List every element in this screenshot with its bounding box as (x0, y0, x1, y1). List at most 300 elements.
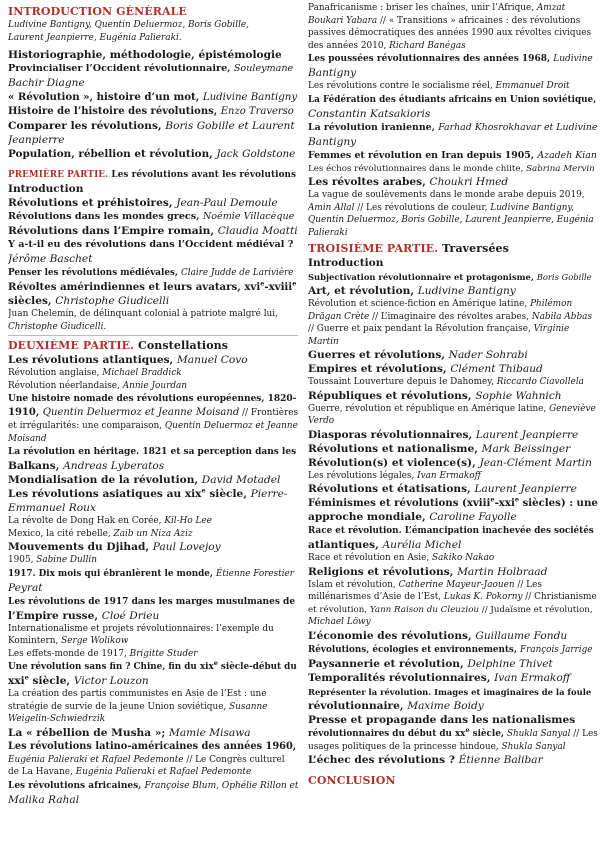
text-run: Comparer les révolutions, (8, 120, 166, 132)
toc-line (8, 581, 298, 595)
toc-line (308, 323, 598, 336)
text-run: et irrégularités: une comparaison, (8, 421, 165, 431)
text-run: Constantin Katsakioris (308, 107, 431, 120)
toc-line (308, 336, 598, 349)
text-run: Andreas Lyberatos (63, 460, 165, 472)
toc-line (308, 27, 598, 40)
text-run: La vague de soulèvements dans le monde arabe depuis 2019, (308, 190, 585, 200)
text-run: Eugénia Palieraki et Rafael Pedemonte (8, 754, 184, 765)
text-run: Ludivine Bantigny (202, 92, 298, 103)
toc-line (8, 420, 298, 433)
divider (8, 335, 298, 336)
text-run: // Frontières (239, 408, 298, 418)
text-run: Catherine Mayeur-Jaouen (398, 579, 515, 590)
text-run: Race et révolution en Asie, (308, 553, 433, 563)
text-run: Christophe Giudicelli (55, 295, 170, 307)
text-run: Sabrina Mervin (526, 163, 595, 174)
text-run: Les révolutions atlantiques, (8, 354, 177, 366)
toc-line (8, 406, 298, 420)
toc-line (308, 415, 598, 428)
text-run: Les révolutions africaines, (8, 780, 145, 791)
text-run: Claudia Moatti (217, 225, 298, 237)
text-run: Mark Beissinger (481, 442, 571, 455)
toc-line (308, 510, 598, 524)
text-run: Drăgan Crète (308, 311, 370, 322)
text-run: Shukla Sanyal (506, 728, 571, 739)
toc-line (308, 685, 598, 699)
text-run: Diasporas révolutionnaires, (308, 428, 476, 441)
toc-line (308, 741, 598, 754)
toc-line (308, 284, 598, 298)
text-run: Bachir Diagne (8, 77, 85, 89)
text-run: Boukari Yabara (308, 15, 378, 26)
text-run: // Les (570, 728, 598, 739)
toc-line (8, 623, 298, 636)
text-run: Révolution(s) et violence(s), (308, 456, 480, 469)
text-run: « Révolution », histoire d’un mot, (8, 91, 203, 103)
spacer (308, 767, 598, 771)
section-heading (8, 339, 298, 353)
spacer (8, 161, 298, 165)
toc-line (8, 501, 298, 515)
toc-line (8, 487, 298, 501)
text-run: Ludivine Bantigny, Quentin Deluermoz, Boris Gobille, (8, 20, 249, 30)
text-run: Françoise Blum, Ophélie Rillon et (144, 780, 298, 791)
toc-line (8, 528, 298, 541)
text-run: usages politiques de la princesse hindoue, (308, 741, 502, 752)
toc-line (8, 321, 298, 334)
text-run: Aurélia Michel (382, 539, 462, 551)
text-run: Bantigny (308, 135, 357, 148)
text-run: La révolte de Dong Hak en Corée, (8, 516, 165, 526)
toc-line (308, 189, 598, 202)
text-run: // Le Congrès culturel (183, 754, 285, 765)
text-run: Révolutions, écologies et environnements, (308, 644, 521, 655)
text-run: et révolution, (308, 604, 370, 615)
text-run: Laurent Jeanpierre (474, 483, 577, 495)
toc-line (308, 376, 598, 389)
text-run: Introduction (8, 183, 84, 195)
toc-line (308, 657, 598, 671)
toc-line (8, 688, 298, 701)
toc-line (8, 62, 298, 76)
text-run: La révolution iranienne, (308, 121, 439, 133)
text-run: Maxime Boidy (407, 699, 484, 712)
toc-line (308, 107, 598, 121)
toc-line (308, 80, 598, 93)
text-run: Manuel Covo (176, 354, 248, 366)
text-run: Eugénia Palieraki et Rafael Pedemonte (75, 767, 252, 777)
text-run: Islam et révolution, (308, 579, 399, 590)
text-run: Clément Thibaud (450, 363, 543, 375)
toc-line (308, 482, 598, 496)
toc-line (8, 238, 298, 252)
toc-line (308, 403, 598, 416)
text-run: Sakiko Nakao (432, 553, 495, 563)
text-run: Révolution néerlandaise, (8, 380, 123, 391)
text-run: Jeanpierre (8, 134, 65, 146)
text-run: Martin (308, 336, 339, 347)
text-run: Sophie Wahnich (475, 389, 562, 402)
text-run: Nader Sohrabi (448, 349, 528, 361)
text-run: l’Empire russe, (8, 609, 102, 622)
toc-line (8, 76, 298, 90)
toc-line (308, 2, 598, 15)
text-run: Boris Gobille et Laurent (165, 120, 295, 132)
text-run: Art, et révolution, (308, 285, 418, 297)
toc-line (8, 353, 298, 367)
text-run: TROISIÈME PARTIE. (308, 242, 443, 255)
text-run: Révolutions dans les mondes grecs, (8, 211, 203, 222)
text-run: Malika Rahal (8, 793, 80, 806)
text-run: Geneviève (549, 403, 596, 414)
toc-line (308, 713, 598, 727)
text-run: e (260, 280, 265, 288)
text-run: Race et révolution. L’émancipation inachevée des sociétés (308, 526, 594, 536)
toc-line (8, 713, 298, 726)
text-run: Ivan Ermakoff (494, 671, 571, 684)
toc-line (8, 779, 298, 793)
toc-line (308, 121, 598, 135)
toc-line (308, 524, 598, 538)
text-run: Introduction (308, 257, 384, 269)
text-run: Lukas K. Pokorny (443, 592, 523, 602)
text-run: L’économie des révolutions, (308, 629, 476, 642)
text-run: siècle, (205, 488, 251, 500)
text-run: Féminismes et révolutions (xviii (308, 497, 491, 509)
toc-line (308, 753, 598, 767)
toc-line (308, 270, 598, 284)
toc-line (8, 133, 298, 147)
text-run: Religions et révolutions, (308, 565, 458, 578)
toc-line (8, 210, 298, 224)
toc-line (8, 294, 298, 308)
text-run: La Fédération des étudiants africains en Union soviétique, (308, 94, 597, 105)
toc-line (8, 766, 298, 779)
text-run: Paul Lovejoy (152, 541, 221, 553)
text-run: Amin Allal (308, 202, 355, 213)
text-run: e (514, 496, 519, 504)
toc-line (308, 311, 598, 324)
toc-line (8, 595, 298, 609)
text-run: révolutionnaire, (308, 699, 408, 712)
text-run: révolutionnaires du début du xx (308, 728, 466, 739)
text-run: Révoltes amérindiennes et leurs avatars, xvi (8, 281, 261, 293)
left-column (8, 2, 298, 807)
toc-line (8, 90, 298, 105)
text-run: Kil-Ho Lee (164, 516, 212, 526)
toc-line (8, 459, 298, 473)
text-run: Riccardo Ciavollela (496, 377, 584, 387)
text-run: Jean-Clément Martin (479, 456, 592, 469)
text-run: xxi (8, 675, 25, 687)
toc-line (308, 579, 598, 592)
toc-line (308, 202, 598, 215)
toc-line (8, 445, 298, 459)
toc-line (8, 701, 298, 714)
toc-line (308, 256, 598, 270)
toc-line (8, 182, 298, 196)
text-run: Farhad Khosrokhavar et Ludivine (438, 121, 598, 133)
text-run: 1917. Dix mois qui ébranlèrent le monde, (8, 568, 216, 579)
text-run: Ludivine Bantigny, (490, 202, 575, 213)
toc-line (308, 214, 598, 227)
text-run: Michael Braddick (102, 368, 182, 378)
text-run: e (490, 496, 495, 504)
text-run: Toussaint Louverture depuis le Dahomey, (308, 377, 497, 387)
section-heading (308, 242, 598, 256)
text-run: Les poussées révolutionnaires des années 1968, (308, 54, 554, 64)
toc-line (308, 149, 598, 163)
text-run: Les révolutions de 1917 dans les marges musulmanes de (8, 596, 296, 607)
text-run: siècles, (8, 295, 56, 307)
text-run: Christophe Giudicelli. (8, 321, 107, 332)
text-run: Noémie Villacèque (202, 211, 295, 222)
toc-line (8, 19, 298, 32)
toc-line (8, 367, 298, 380)
text-run: 1905, (8, 555, 37, 565)
toc-line (8, 473, 298, 487)
text-run: Traversées (442, 242, 509, 255)
text-run: Presse et propagande dans les nationalismes (308, 713, 576, 726)
text-run: -xviii (264, 281, 293, 293)
text-run: // L’imaginaire des révoltes arabes, (369, 311, 532, 322)
text-run: millénarismes d’Asie de l’Est, (308, 592, 444, 602)
toc-line (8, 32, 298, 45)
section-heading (308, 774, 598, 788)
text-run: Panafricanisme : briser les chaînes, unir l’Afrique, (308, 3, 537, 13)
toc-line (308, 565, 598, 579)
text-run: siècle-début du (217, 662, 297, 672)
text-run: Les révoltes arabes, (308, 176, 430, 188)
text-run: Mexico, la cité rebelle, (8, 528, 114, 539)
text-run: Guerres et révolutions, (308, 349, 449, 361)
text-run: Martin Holbraad (457, 565, 548, 578)
text-run: Caroline Fayolle (429, 511, 517, 523)
text-run: Brigitte Studer (129, 648, 198, 659)
text-run: Ivan Ermakoff (417, 470, 481, 481)
text-run: Les échos révolutionnaires dans le monde chiite, (308, 163, 527, 174)
text-run: Amzat (536, 3, 566, 13)
text-run: Zaib un Niza Aziz (113, 528, 193, 539)
text-run: Komintern, (8, 636, 62, 646)
toc-line (8, 648, 298, 661)
text-run: Jean-Paul Demoule (176, 197, 278, 209)
text-run: Serge Wolikow (61, 636, 129, 646)
toc-line (8, 793, 298, 807)
section-heading (8, 168, 298, 182)
text-run: Shukla Sanyal (501, 741, 566, 752)
toc-line (8, 515, 298, 528)
text-run: DEUXIÈME PARTIE. (8, 339, 138, 352)
text-run: Philémon (530, 299, 573, 309)
text-run: Claire Judde de Larivière (181, 268, 294, 278)
text-run: des années 2010, (308, 40, 390, 51)
text-run: Palieraki (308, 227, 348, 238)
text-run: CONCLUSION (308, 774, 396, 787)
text-run: Subjectivation révolutionnaire et protagonisme, (308, 272, 537, 282)
toc-line (8, 609, 298, 623)
text-run: Étienne Forestier (216, 568, 294, 579)
text-run: e (465, 726, 470, 734)
text-run: Guillaume Fondu (475, 629, 568, 642)
text-run: // Guerre et paix pendant la Révolution française, (308, 324, 534, 334)
toc-line (308, 496, 598, 510)
text-run: // Judaïsme et révolution, (479, 604, 593, 615)
text-run: François Jarrige (520, 644, 593, 655)
toc-line (308, 298, 598, 311)
text-run: Une révolution sans fin ? Chine, fin du xix (8, 662, 214, 672)
toc-line (308, 538, 598, 552)
text-run: Richard Banégas (389, 40, 466, 51)
toc-line (308, 175, 598, 189)
text-run: Bantigny (308, 67, 357, 79)
text-run: La révolution en héritage. 1821 et sa perception dans les (8, 447, 297, 457)
toc-line (308, 135, 598, 149)
toc-line (8, 105, 298, 119)
toc-line (308, 591, 598, 604)
text-run: David Motadel (201, 474, 281, 486)
text-run: La « rébellion de Musha »; (8, 726, 170, 739)
toc-line (8, 635, 298, 648)
text-run: Virginie (533, 324, 570, 334)
toc-line (8, 119, 298, 133)
text-run: Verdo (308, 416, 335, 426)
text-run: e (24, 674, 29, 682)
toc-line (308, 428, 598, 442)
toc-line (308, 470, 598, 483)
text-run: e (201, 487, 206, 495)
toc-line (308, 552, 598, 565)
text-run: Constellations (138, 339, 229, 352)
text-run: Empires et révolutions, (308, 363, 451, 375)
text-run: Révolutions et préhistoires, (8, 197, 177, 209)
text-run: Ludivine Bantigny (417, 285, 516, 297)
text-run: Sabine Dullin (36, 555, 97, 565)
toc-line (8, 567, 298, 581)
text-run: Quentin Deluermoz et Jeanne Moisand (42, 407, 240, 418)
text-run: Histoire de l’histoire des révolutions, (8, 106, 221, 117)
text-run: Les révolutions latino-américaines des années 1960, (8, 740, 297, 752)
text-run: siècles) : une (518, 497, 598, 509)
text-run: passives démocratiques des années 1990 aux révoltes civiques (308, 28, 592, 38)
text-run: // Les (514, 579, 542, 590)
text-run: Paysannerie et révolution, (308, 657, 468, 670)
toc-line (308, 727, 598, 741)
toc-line (8, 147, 298, 161)
toc-line (8, 224, 298, 238)
text-run: Laurent Jeanpierre (475, 428, 579, 441)
text-run: Révolution et science-fiction en Amérique latine, (308, 299, 531, 309)
text-run: Temporalités révolutionnaires, (308, 671, 495, 684)
toc-line (8, 740, 298, 754)
text-run: L’échec des révolutions ? (308, 754, 459, 766)
text-run: Étienne Balibar (458, 754, 543, 766)
text-run: Pierre- (250, 488, 288, 500)
toc-line (8, 252, 298, 266)
toc-line (8, 754, 298, 767)
toc-line (308, 616, 598, 629)
toc-line (8, 48, 298, 62)
text-run: Emmanuel Roux (8, 502, 96, 514)
toc-line (308, 699, 598, 713)
text-run: Y a-t-il eu des révolutions dans l’Occident médiéval ? (8, 239, 294, 250)
toc-line (308, 66, 598, 80)
text-run: // Les révolutions de couleur, (354, 202, 491, 213)
text-run: Peyrat (8, 581, 43, 594)
text-run: Yann Raison du Cleuziou (369, 604, 480, 615)
text-run: Guerre, révolution et république en Amérique latine, (308, 403, 550, 414)
text-run: Juan Chelemín, de délinquant colonial à patriote malgré lui, (8, 309, 278, 319)
text-run: Victor Louzon (73, 675, 149, 687)
toc-line (308, 643, 598, 657)
text-run: INTRODUCTION GÉNÉRALE (8, 5, 187, 18)
text-run: siècle, (28, 675, 74, 687)
text-run: e (292, 280, 297, 288)
toc-line (308, 671, 598, 685)
toc-line (308, 456, 598, 470)
toc-line (308, 348, 598, 362)
toc-line (308, 389, 598, 403)
text-run: Révolutions et étatisations, (308, 483, 475, 495)
text-run: siècle, (469, 728, 507, 739)
toc-line (308, 163, 598, 176)
text-run: Femmes et révolution en Iran depuis 1905, (308, 149, 538, 161)
text-run: Population, rébellion et révolution, (8, 148, 217, 160)
text-run: Révolutions et nationalisme, (308, 442, 482, 455)
toc-line (8, 308, 298, 321)
text-run: Susanne (229, 701, 268, 712)
text-run: stratégie de survie de la jeune Union soviétique, (8, 701, 230, 712)
toc-line (8, 280, 298, 294)
text-run: Révolution anglaise, (8, 368, 103, 378)
toc-line (8, 674, 298, 688)
text-run: de La Havane, (8, 767, 76, 777)
text-run: Souleymane (233, 63, 294, 74)
text-run: Azadeh Kian (537, 149, 597, 161)
text-run: Révolutions dans l’Empire romain, (8, 225, 218, 237)
toc-line (308, 629, 598, 643)
text-run: approche mondiale, (308, 511, 430, 523)
text-run: Républiques et révolutions, (308, 389, 476, 402)
toc-line (8, 266, 298, 280)
text-run: Quentin Deluermoz, Boris Gobille, Laurent Jeanpierre, Eugénia (308, 215, 594, 225)
text-run: Boris Gobille (536, 272, 592, 282)
toc-line (8, 540, 298, 554)
text-run: Représenter la révolution. Images et imaginaires de la foule (308, 686, 592, 697)
text-run: Delphine Thivet (467, 657, 553, 670)
text-run: Moisand (8, 433, 47, 444)
text-run: Jack Goldstone (216, 148, 296, 160)
text-run: Provincialiser l’Occident révolutionnaire, (8, 63, 234, 74)
text-run: // « Transitions » africaines : des révolutions (377, 15, 581, 26)
text-run: PREMIÈRE PARTIE. (8, 170, 112, 180)
text-run: Les révolutions contre le socialisme réel, (308, 81, 496, 91)
right-column (308, 2, 598, 788)
toc-line (308, 40, 598, 53)
text-run: e (213, 660, 218, 668)
toc-line (8, 380, 298, 393)
toc-line (8, 392, 298, 406)
text-run: Historiographie, méthodologie, épistémologie (8, 49, 282, 61)
toc-line (308, 52, 598, 66)
text-run: Weigelin-Schwiedrzik (8, 714, 106, 724)
toc-line (308, 442, 598, 456)
text-run: Les effets-monde de 1917, (8, 648, 130, 659)
text-run: Mamie Misawa (169, 726, 251, 739)
text-run: Les révolutions avant les révolutions (111, 170, 297, 180)
text-run: Penser les révolutions médiévales, (8, 268, 182, 278)
